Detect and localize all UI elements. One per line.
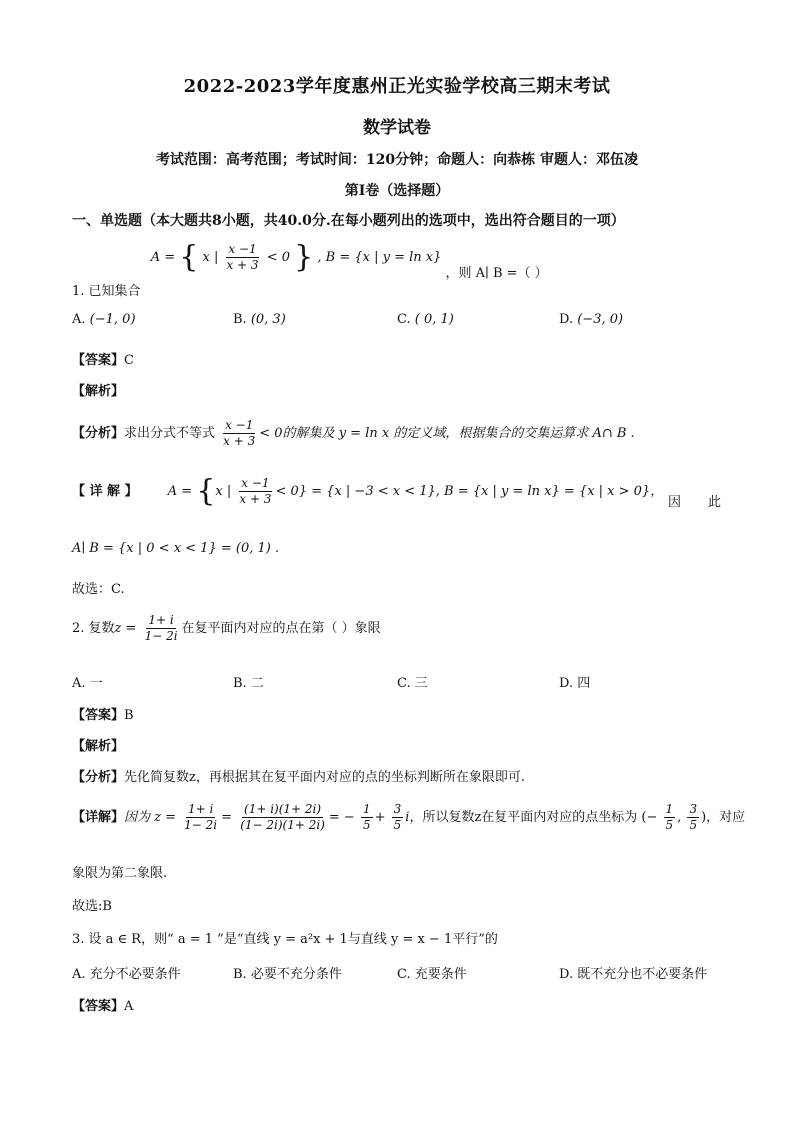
q2-answer: 【答案】B: [72, 708, 134, 723]
q1-detail-yin: 因: [668, 495, 682, 510]
q2-option-a: A. 一: [72, 676, 103, 691]
volume-heading: 第I卷（选择题）: [344, 183, 450, 199]
q1-set-a-prefix: A =: [150, 250, 176, 265]
q1-set-a-var: x |: [202, 250, 219, 265]
q1-fenxi: 【分析】求出分式不等式 $\frac{x -1}{x + 3}$ < 0的解集及 y = ln x 的定义域，根据集合的交集运算求 A∩ B .: [72, 418, 635, 448]
q2-fraction: $\frac{1+ i}{1- 2i}$: [144, 613, 178, 643]
q1-set-b: , B = {x | y = ln x}: [317, 250, 442, 265]
q3-option-d: D. 既不充分也不必要条件: [559, 967, 708, 982]
q1-option-d: D. (−3, 0): [559, 312, 624, 327]
q2-option-d: D. 四: [559, 676, 591, 691]
q3-stem: 3. 设 a ∈ R，则“ a = 1 ”是“直线 y = a²x + 1与直线 y = x − 1平行”的: [72, 932, 498, 947]
q2-analysis-tag: 【解析】: [72, 739, 125, 754]
q1-option-b: B. (0, 3): [233, 312, 286, 327]
section-heading: 一、单选题（本大题共8小题，共40.0分.在每小题列出的选项中，选出符合题目的一项）: [72, 213, 625, 229]
q2-option-b: B. 二: [233, 676, 264, 691]
q1-number: 1. 已知集合: [72, 284, 141, 299]
q3-answer: 【答案】A: [72, 999, 134, 1014]
q1-detail-ci: 此: [708, 495, 722, 510]
q3-option-a: A. 充分不必要条件: [72, 967, 181, 982]
q3-option-c: C. 充要条件: [397, 967, 467, 982]
q3-option-b: B. 必要不充分条件: [233, 967, 342, 982]
q1-fraction: [224, 242, 260, 273]
exam-info: 考试范围：高考范围；考试时间：120分钟；命题人：向恭栋 审题人：邓伍凌: [155, 152, 639, 168]
q1-frac-num: x −1: [228, 242, 257, 256]
q1-analysis-tag: 【解析】: [72, 384, 125, 399]
exam-title: 2022-2023学年度惠州正光实验学校高三期末考试: [183, 76, 611, 97]
q1-answer: 【答案】C: [72, 353, 134, 368]
q1-detail-line2: A∣ B = {x | 0 < x < 1} = (0, 1) .: [72, 541, 280, 556]
q2-detail: 【详解】因为 z = $\frac{1+ i}{1- 2i}$ = $\frac{(1+ i)(1+ 2i)}{(1- 2i)(1+ 2i)}$ = − $\frac{1}{5}$ + $\frac{3}{5}$ i，所以复数z在复平面内对应的点坐标为 (− $\frac{1}{5}$ , $\frac{3}{5}$ )，对应: [72, 802, 746, 832]
q1-conclusion: 故选：C.: [72, 582, 125, 597]
q1-option-a: A. (−1, 0): [72, 312, 136, 327]
q2-detail-line2: 象限为第二象限.: [72, 866, 168, 881]
q1-option-c: C. ( 0, 1): [397, 312, 454, 327]
q1-fenxi-frac: $\frac{x -1}{x + 3}$: [223, 418, 256, 448]
q2-stem: 2. 复数z = $\frac{1+ i}{1- 2i}$ 在复平面内对应的点在第（ ）象限: [72, 613, 381, 643]
q2-option-c: C. 三: [397, 676, 428, 691]
q1-brace: {: [179, 239, 199, 275]
q1-frac-den: x + 3: [226, 258, 259, 272]
exam-subject: 数学试卷: [363, 118, 431, 138]
q2-fenxi: 【分析】先化简复数z，再根据其在复平面内对应的点的坐标判断所在象限即可.: [72, 770, 525, 785]
q1-brace-close: }: [294, 239, 314, 275]
q1-set-a-cond: < 0: [266, 250, 290, 265]
q2-conclusion: 故选:B: [72, 899, 112, 914]
q1-tail: ，则 A∣ B =（ ）: [445, 266, 548, 281]
q1-detail: 【 详 解 】 A = {x | $\frac{x -1}{x + 3}$ < 0} = {x | −3 < x < 1}, B = {x | y = ln x} = {x | x > 0}，: [72, 473, 664, 509]
q1-stem: [72, 239, 548, 299]
